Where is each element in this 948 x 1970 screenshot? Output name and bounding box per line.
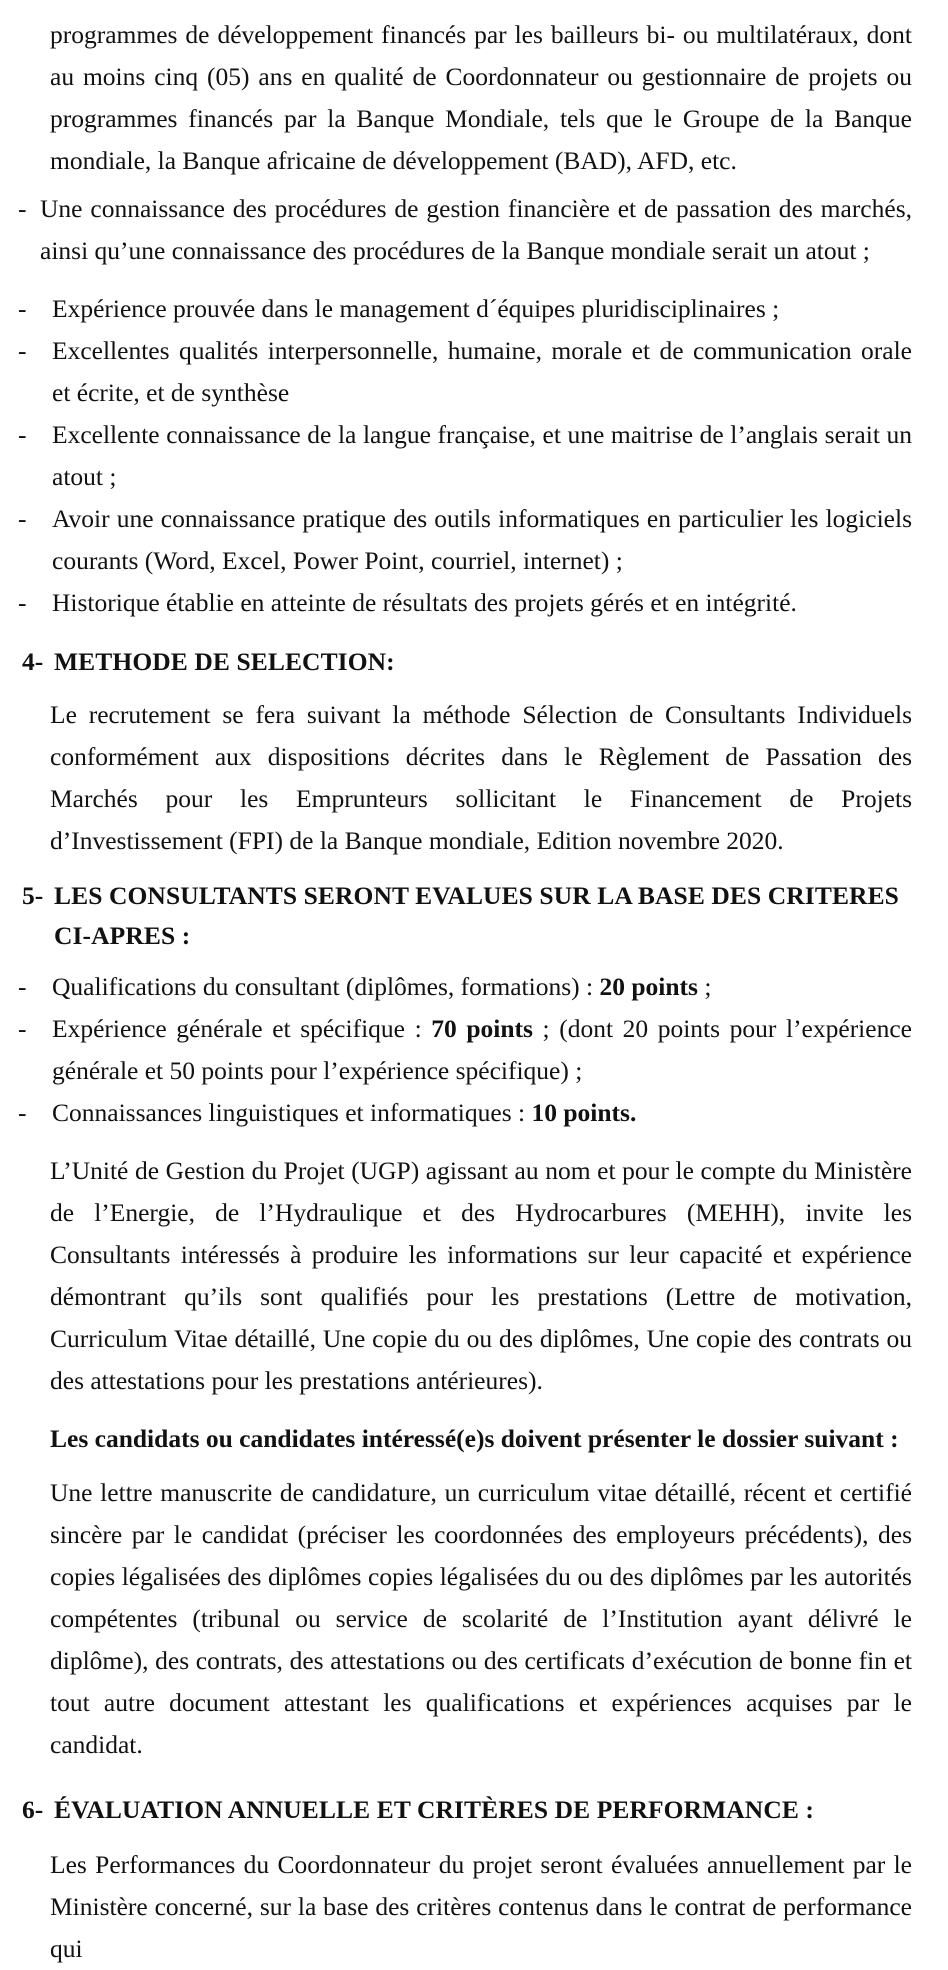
list-item: [18, 330, 930, 414]
dash-bullet-icon: -: [18, 504, 27, 533]
list-item: [18, 582, 930, 624]
criteria-lead: Qualifications du consultant (diplômes, formations) :: [52, 972, 600, 1001]
list-item: [18, 288, 930, 330]
criteria-item-text: [52, 966, 912, 1008]
section-number: 6-: [22, 1795, 44, 1824]
list-item-text: Excellentes qualités interpersonnelle, humaine, morale et de communication orale et écrite, et de synthèse: [52, 336, 912, 407]
spacer: [18, 1830, 930, 1844]
ugp-paragraph: L’Unité de Gestion du Projet (UGP) agissant au nom et pour le compte du Ministère de l’Energie, de l’Hydraulique et des Hydrocarbures (MEHH), invite les Consultants intéressés à produire les informations sur leur capacité et expérience démontrant qu’ils sont qualifiés pour les prestations (Lettre de motivation, Curriculum Vitae détaillé, Une copie du ou des diplômes, Une copie des contrats ou des attestations pour les prestations antérieures).: [50, 1156, 912, 1395]
list-item-text: Expérience prouvée dans le management d´équipes pluridisciplinaires ;: [52, 294, 780, 323]
section-title: METHODE DE SELECTION:: [54, 647, 395, 676]
list-item-text: Historique établie en atteinte de résultats des projets gérés et en intégrité.: [52, 588, 797, 617]
criteria-tail: ; (dont 20 points pour l’expérience générale et 50 points pour l’expérience spécifique) ;: [52, 1014, 912, 1085]
section-4-paragraph: Le recrutement se fera suivant la méthode Sélection de Consultants Individuels conformément aux dispositions décrites dans le Règlement de Passation des Marchés pour les Emprunteurs sollicitant le Financement de Projets d’Investissement (FPI) de la Banque mondiale, Edition novembre 2020.: [50, 700, 912, 855]
dossier-paragraph: Une lettre manuscrite de candidature, un curriculum vitae détaillé, récent et certifié sincère par le candidat (préciser les coordonnées des employeurs précédents), des copies légalisées des diplômes copies légalisées du ou des diplômes par les autorités compétentes (tribunal ou service de scolarité de l’Institution ayant délivré le diplôme), des contrats, des attestations ou des certificats d’exécution de bonne fin et tout autre document attestant les qualifications et expériences acquises par le candidat.: [50, 1478, 912, 1759]
criteria-points: 70 points: [431, 1014, 533, 1043]
criteria-lead: Connaissances linguistiques et informatiques :: [52, 1098, 532, 1127]
section-heading-4: [18, 642, 930, 682]
spacer: [18, 272, 930, 288]
list-item-text: Excellente connaissance de la langue française, et une maitrise de l’anglais serait un atout ;: [52, 420, 912, 491]
section-6-paragraph: Les Performances du Coordonnateur du projet seront évaluées annuellement par le Ministère concerné, sur la base des critères contenus dans le contrat de performance qui: [50, 1850, 912, 1963]
dash-bullet-icon: -: [18, 194, 27, 223]
section-number: 5-: [22, 881, 44, 910]
dash-bullet-icon: -: [18, 1098, 27, 1127]
dash-bullet-icon: -: [18, 336, 27, 365]
continuation-paragraph: programmes de développement financés par les bailleurs bi- ou multilatéraux, dont au moins cinq (05) ans en qualité de Coordonnateur ou gestionnaire de projets ou programmes financés par la Banque Mondiale, tels que le Groupe de la Banque mondiale, la Banque africaine de développement (BAD), AFD, etc.: [50, 20, 912, 175]
spacer: [18, 862, 930, 876]
section-number: 4-: [22, 647, 44, 676]
criteria-tail: ;: [697, 972, 712, 1001]
criteria-points: 20 points: [599, 972, 698, 1001]
criteria-lead: Expérience générale et spécifique :: [52, 1014, 432, 1043]
section-heading-6: [18, 1790, 930, 1830]
section-title: LES CONSULTANTS SERONT EVALUES SUR LA BASE DES CRITERES CI-APRES :: [54, 881, 899, 950]
criteria-item-text: [52, 1008, 912, 1092]
list-item: [18, 188, 930, 272]
list-item: [18, 498, 930, 582]
spacer: [18, 956, 930, 966]
spacer: [18, 1766, 930, 1790]
criteria-item: [18, 1008, 930, 1092]
criteria-points: 10 points.: [531, 1098, 637, 1127]
section-title: ÉVALUATION ANNUELLE ET CRITÈRES DE PERFORMANCE :: [54, 1795, 815, 1824]
dash-bullet-icon: -: [18, 294, 27, 323]
dash-bullet-icon: -: [18, 420, 27, 449]
spacer: [18, 1460, 930, 1472]
spacer: [18, 1402, 930, 1418]
dash-bullet-icon: -: [18, 1014, 27, 1043]
dossier-heading: Les candidats ou candidates intéressé(e)s doivent présenter le dossier suivant :: [50, 1424, 899, 1453]
dash-bullet-icon: -: [18, 972, 27, 1001]
criteria-item: [18, 966, 930, 1008]
spacer: [18, 1134, 930, 1150]
list-item: [18, 414, 930, 498]
criteria-item-text: [52, 1092, 912, 1134]
section-heading-5: [18, 876, 930, 956]
list-item-text: Avoir une connaissance pratique des outils informatiques en particulier les logiciels courants (Word, Excel, Power Point, courriel, internet) ;: [52, 504, 912, 575]
spacer: [18, 624, 930, 642]
dash-bullet-icon: -: [18, 588, 27, 617]
spacer: [18, 682, 930, 694]
criteria-item: [18, 1092, 930, 1134]
list-item-text: Une connaissance des procédures de gestion financière et de passation des marchés, ainsi qu’une connaissance des procédures de la Banque mondiale serait un atout ;: [40, 194, 912, 265]
